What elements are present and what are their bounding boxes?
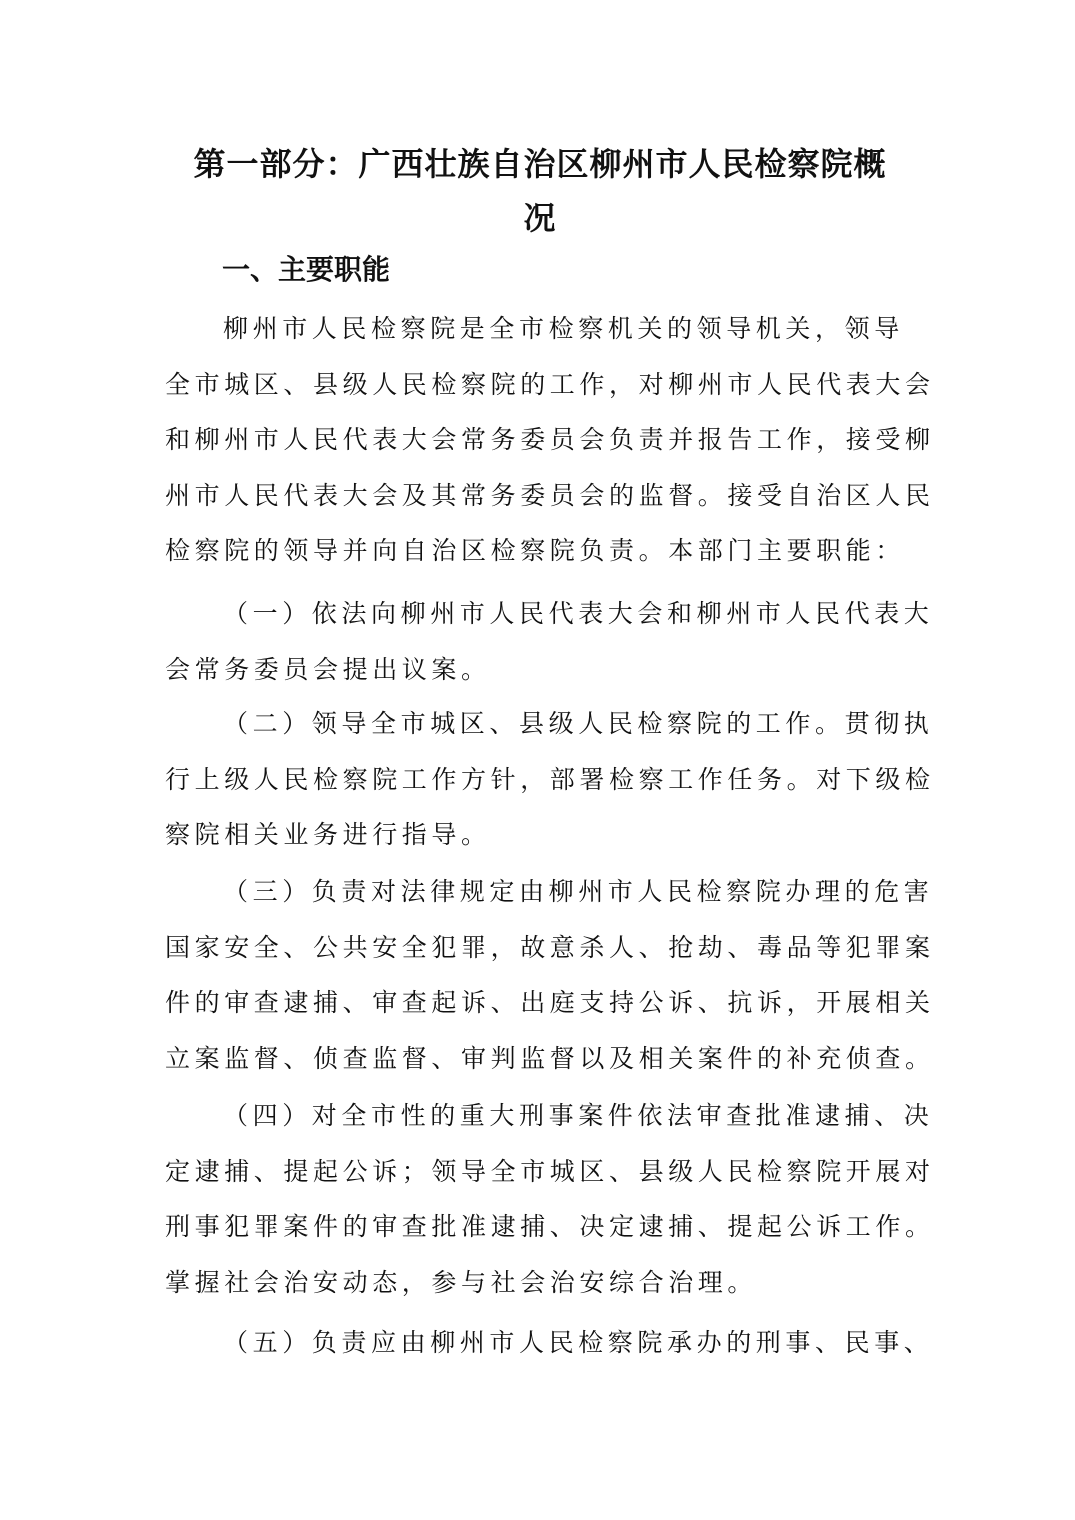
paragraph-line: 国家安全、公共安全犯罪，故意杀人、抢劫、毒品等犯罪案 <box>165 932 935 962</box>
paragraph-line: 立案监督、侦查监督、审判监督以及相关案件的补充侦查。 <box>165 1043 935 1073</box>
paragraph-line: 会常务委员会提出议案。 <box>165 654 491 684</box>
paragraph-line: （四）对全市性的重大刑事案件依法审查批准逮捕、决 <box>223 1101 934 1130</box>
paragraph-line: 察院相关业务进行指导。 <box>165 820 491 849</box>
paragraph-line: 柳州市人民检察院是全市检察机关的领导机关，领导 <box>223 314 904 343</box>
title-line-1: 第一部分：广西壮族自治区柳州市人民检察院概 <box>193 145 887 183</box>
paragraph-line: （三）负责对法律规定由柳州市人民检察院办理的危害 <box>223 877 934 906</box>
paragraph-line: 件的审查逮捕、审查起诉、出庭支持公诉、抗诉，开展相关 <box>165 988 935 1017</box>
paragraph-item-1 <box>165 586 934 697</box>
page-title <box>165 137 915 245</box>
paragraph-line: 检察院的领导并向自治区检察院负责。本部门主要职能： <box>165 536 906 565</box>
title-line-2: 况 <box>523 199 557 237</box>
paragraph-item-4 <box>165 1088 935 1310</box>
paragraph-line: 行上级人民检察院工作方针，部署检察工作任务。对下级检 <box>165 764 935 794</box>
section-heading: 一、主要职能 <box>222 253 391 286</box>
paragraph-item-2 <box>165 696 935 863</box>
paragraph-line: 和柳州市人民代表大会常务委员会负责并报告工作，接受柳 <box>165 425 935 454</box>
paragraph-intro <box>165 301 935 579</box>
paragraph-line: 定逮捕、提起公诉；领导全市城区、县级人民检察院开展对 <box>165 1156 935 1186</box>
paragraph-line: （一）依法向柳州市人民代表大会和柳州市人民代表大 <box>223 599 934 628</box>
paragraph-line: 州市人民代表大会及其常务委员会的监督。接受自治区人民 <box>165 480 935 510</box>
paragraph-line: （二）领导全市城区、县级人民检察院的工作。贯彻执 <box>223 709 934 738</box>
paragraph-item-3 <box>165 864 935 1086</box>
paragraph-line: （五）负责应由柳州市人民检察院承办的刑事、民事、 <box>223 1328 934 1357</box>
paragraph-line: 掌握社会治安动态，参与社会治安综合治理。 <box>165 1267 758 1297</box>
paragraph-line: 全市城区、县级人民检察院的工作，对柳州市人民代表大会 <box>165 369 935 399</box>
paragraph-item-5 <box>165 1315 934 1371</box>
paragraph-line: 刑事犯罪案件的审查批准逮捕、决定逮捕、提起公诉工作。 <box>165 1212 935 1241</box>
